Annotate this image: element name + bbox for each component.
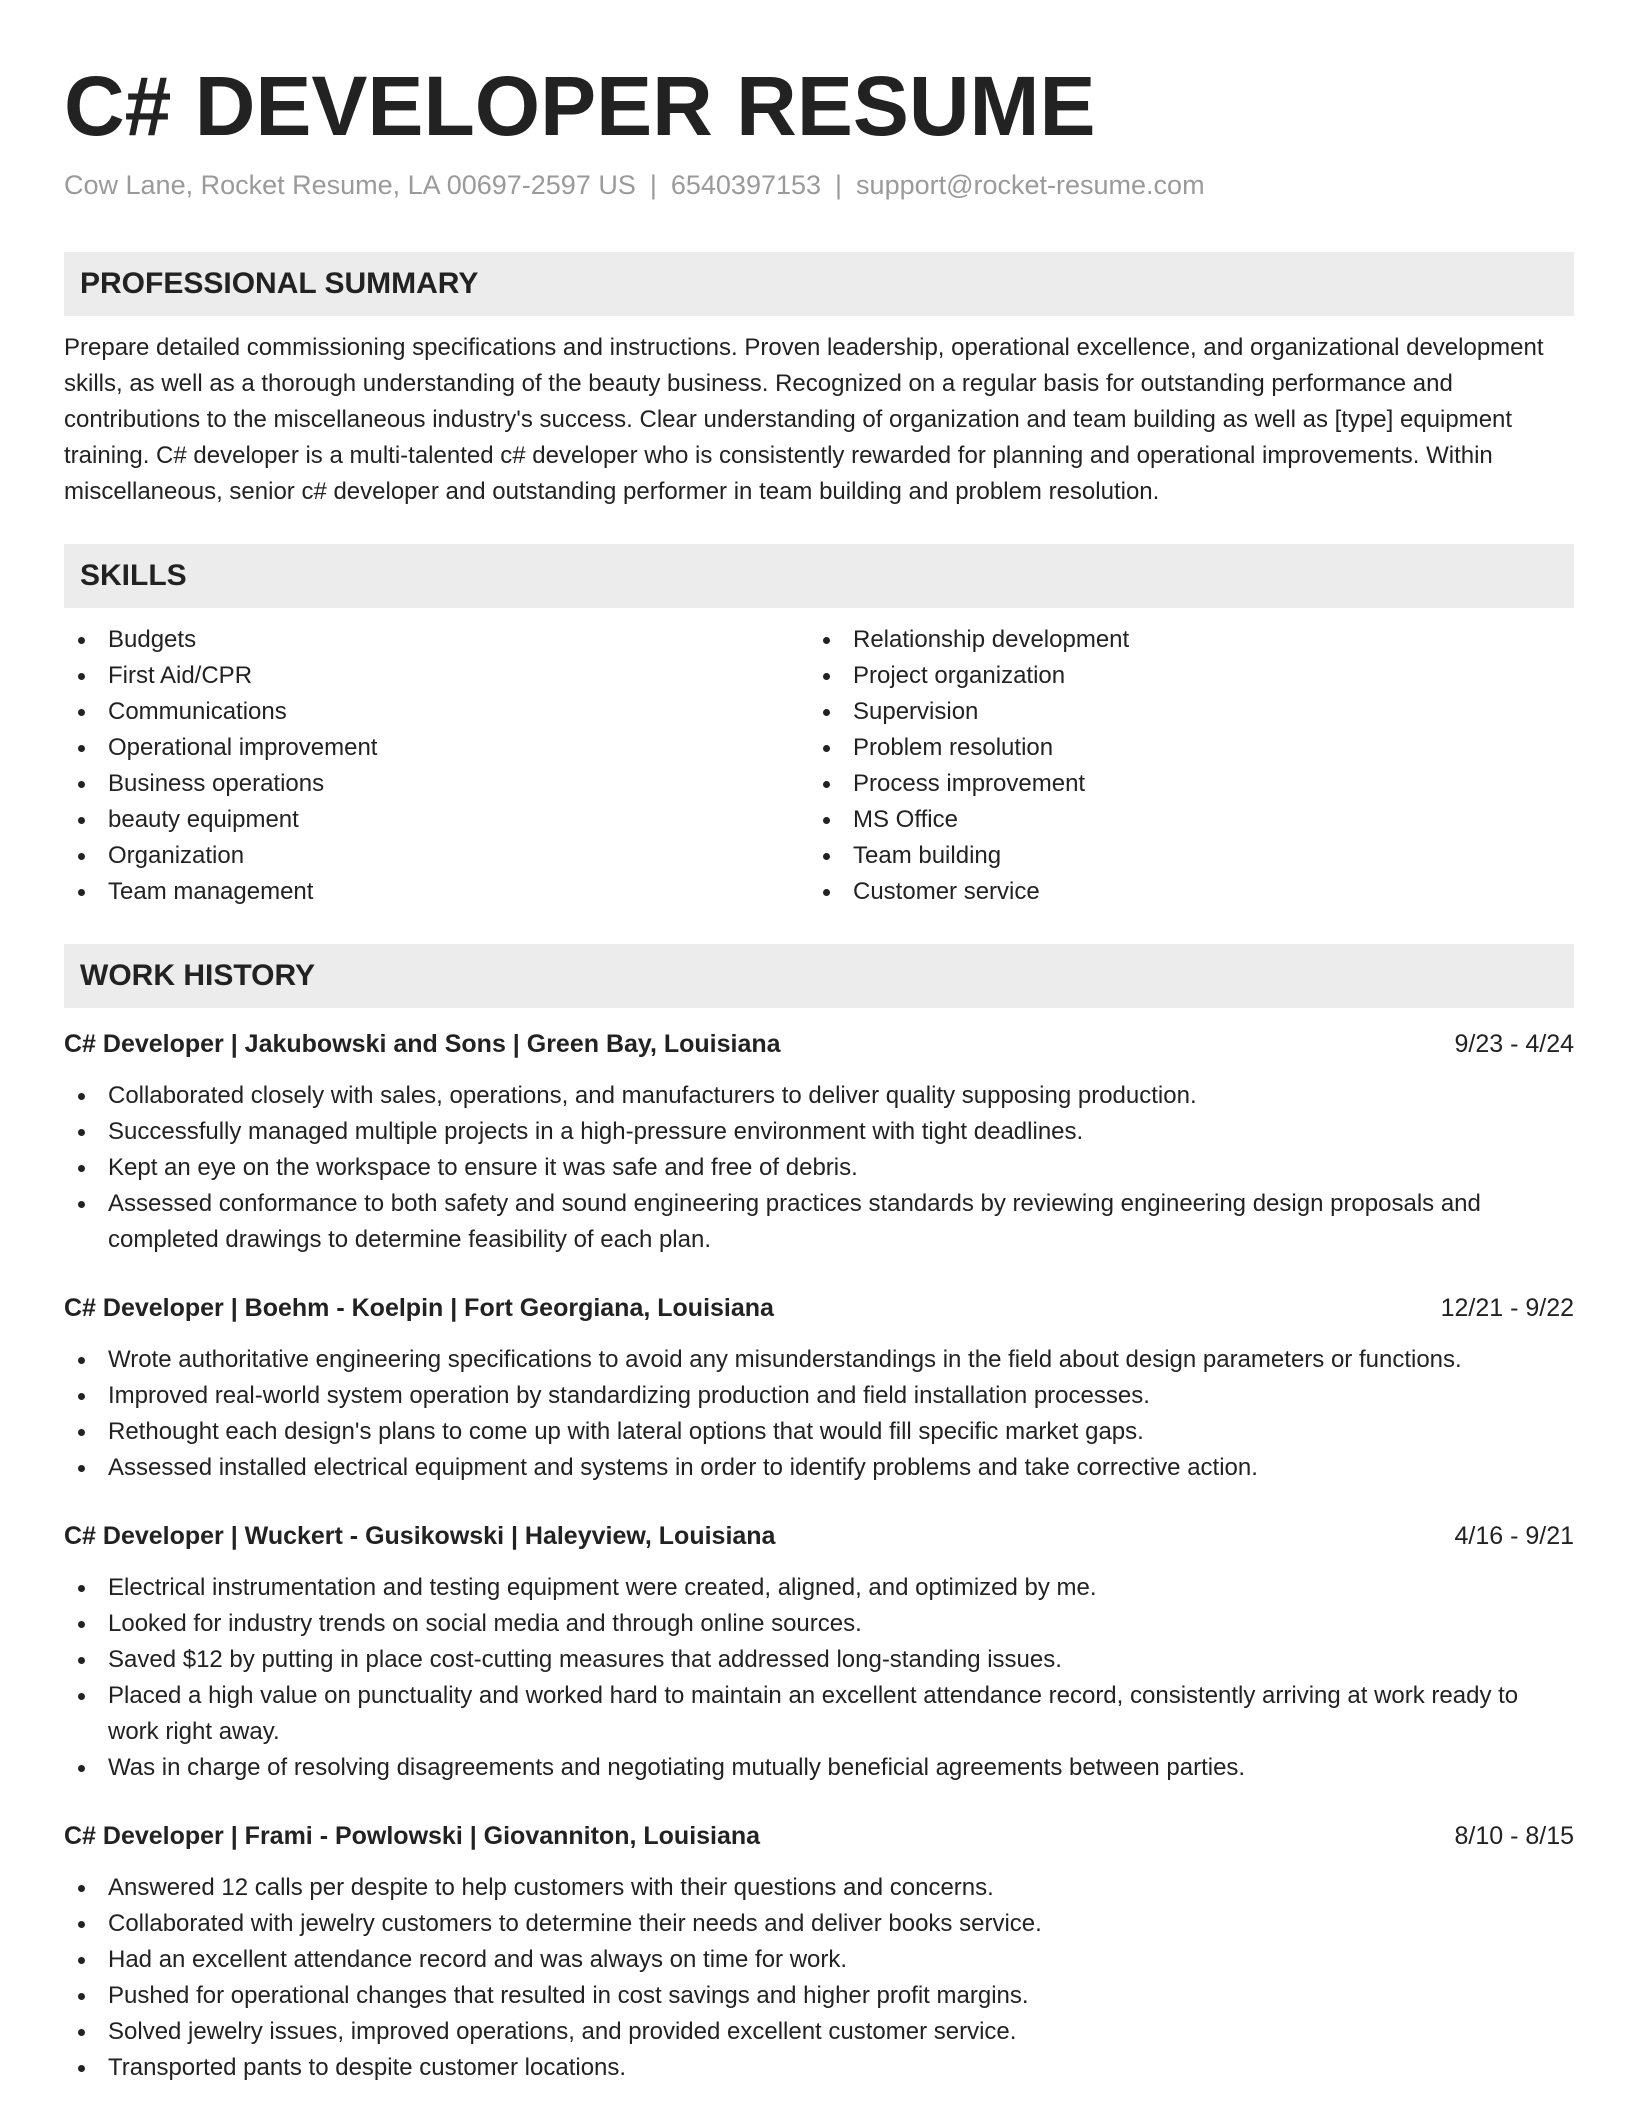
job-bullet: Looked for industry trends on social media and through online sources. — [64, 1606, 1574, 1642]
job-bullet: Assessed installed electrical equipment and systems in order to identify problems and take corrective action. — [64, 1450, 1574, 1486]
resume-title: C# DEVELOPER RESUME — [64, 59, 1096, 153]
contact-separator: | — [835, 170, 843, 200]
summary-heading: PROFESSIONAL SUMMARY — [64, 252, 1574, 316]
skill-item: Relationship development — [809, 622, 1554, 658]
job-bullet: Assessed conformance to both safety and sound engineering practices standards by reviewing engineering design proposals and completed drawings to determine feasibility of each plan. — [64, 1186, 1574, 1258]
job-title: C# Developer | Frami - Powlowski | Giovanniton, Louisiana — [64, 1822, 761, 1850]
skill-item: Communications — [64, 694, 809, 730]
skill-item: beauty equipment — [64, 802, 809, 838]
job-entry — [64, 1026, 1574, 1258]
contact-line — [64, 168, 1574, 202]
job-bullets — [64, 1078, 1574, 1258]
contact-address: Cow Lane, Rocket Resume, LA 00697-2597 US — [64, 170, 636, 200]
skill-item: Supervision — [809, 694, 1554, 730]
job-header — [64, 1518, 1574, 1554]
job-bullet: Electrical instrumentation and testing equipment were created, aligned, and optimized by me. — [64, 1570, 1574, 1606]
skill-item: Business operations — [64, 766, 809, 802]
job-title: C# Developer | Jakubowski and Sons | Green Bay, Louisiana — [64, 1030, 781, 1058]
skill-item: Team building — [809, 838, 1554, 874]
work-history-heading: WORK HISTORY — [64, 944, 1574, 1008]
skill-item: Organization — [64, 838, 809, 874]
skill-item: Operational improvement — [64, 730, 809, 766]
job-header — [64, 1290, 1574, 1326]
job-dates: 12/21 - 9/22 — [1440, 1294, 1574, 1322]
contact-phone: 6540397153 — [670, 170, 822, 200]
job-title: C# Developer | Wuckert - Gusikowski | Haleyview, Louisiana — [64, 1522, 776, 1550]
job-header — [64, 1026, 1574, 1062]
job-bullet: Placed a high value on punctuality and worked hard to maintain an excellent attendance record, consistently arriving at work ready to work right away. — [64, 1678, 1574, 1750]
job-bullet: Wrote authoritative engineering specifications to avoid any misunderstandings in the field about design parameters or functions. — [64, 1342, 1574, 1378]
job-dates: 8/10 - 8/15 — [1454, 1822, 1574, 1850]
skill-item: Budgets — [64, 622, 809, 658]
job-entry — [64, 1818, 1574, 2086]
resume-page — [64, 56, 1574, 2086]
skill-item: Team management — [64, 874, 809, 910]
job-dates: 4/16 - 9/21 — [1454, 1522, 1574, 1550]
skills-heading: SKILLS — [64, 544, 1574, 608]
job-bullet: Transported pants to despite customer locations. — [64, 2050, 1574, 2086]
job-bullet: Saved $12 by putting in place cost-cutting measures that addressed long-standing issues. — [64, 1642, 1574, 1678]
contact-email: support@rocket-resume.com — [856, 170, 1205, 200]
job-bullet: Had an excellent attendance record and was always on time for work. — [64, 1942, 1574, 1978]
job-bullet: Kept an eye on the workspace to ensure it was safe and free of debris. — [64, 1150, 1574, 1186]
job-entry — [64, 1518, 1574, 1786]
summary-text: Prepare detailed commissioning specifications and instructions. Proven leadership, operational excellence, and organizational development skills, as well as a thorough understanding of the beauty business. Recognized on a regular basis for outstanding performance and contributions to the miscellaneous industry's success. Clear understanding of organization and team building as well as [type] equipment training. C# developer is a multi-talented c# developer who is consistently rewarded for planning and operational improvements. Within miscellaneous, senior c# developer and outstanding performer in team building and problem resolution. — [64, 334, 1544, 505]
skills-column-right — [809, 622, 1554, 910]
skill-item: Customer service — [809, 874, 1554, 910]
job-bullet: Was in charge of resolving disagreements and negotiating mutually beneficial agreements between parties. — [64, 1750, 1574, 1786]
skill-item: Process improvement — [809, 766, 1554, 802]
contact-separator: | — [649, 170, 657, 200]
skill-item: First Aid/CPR — [64, 658, 809, 694]
job-bullet: Pushed for operational changes that resulted in cost savings and higher profit margins. — [64, 1978, 1574, 2014]
skill-item: MS Office — [809, 802, 1554, 838]
job-dates: 9/23 - 4/24 — [1454, 1030, 1574, 1058]
job-bullets — [64, 1870, 1574, 2086]
job-bullet: Rethought each design's plans to come up with lateral options that would fill specific market gaps. — [64, 1414, 1574, 1450]
skills-column-left — [64, 622, 809, 910]
job-bullet: Solved jewelry issues, improved operations, and provided excellent customer service. — [64, 2014, 1574, 2050]
skills-list — [64, 622, 1574, 910]
job-bullet: Answered 12 calls per despite to help customers with their questions and concerns. — [64, 1870, 1574, 1906]
skill-item: Problem resolution — [809, 730, 1554, 766]
job-bullet: Collaborated with jewelry customers to determine their needs and deliver books service. — [64, 1906, 1574, 1942]
job-entry — [64, 1290, 1574, 1486]
job-title: C# Developer | Boehm - Koelpin | Fort Georgiana, Louisiana — [64, 1294, 774, 1322]
job-bullet: Collaborated closely with sales, operations, and manufacturers to deliver quality supposing production. — [64, 1078, 1574, 1114]
job-bullet: Improved real-world system operation by standardizing production and field installation processes. — [64, 1378, 1574, 1414]
skill-item: Project organization — [809, 658, 1554, 694]
job-header — [64, 1818, 1574, 1854]
job-bullets — [64, 1570, 1574, 1786]
job-bullet: Successfully managed multiple projects in a high-pressure environment with tight deadlines. — [64, 1114, 1574, 1150]
job-bullets — [64, 1342, 1574, 1486]
